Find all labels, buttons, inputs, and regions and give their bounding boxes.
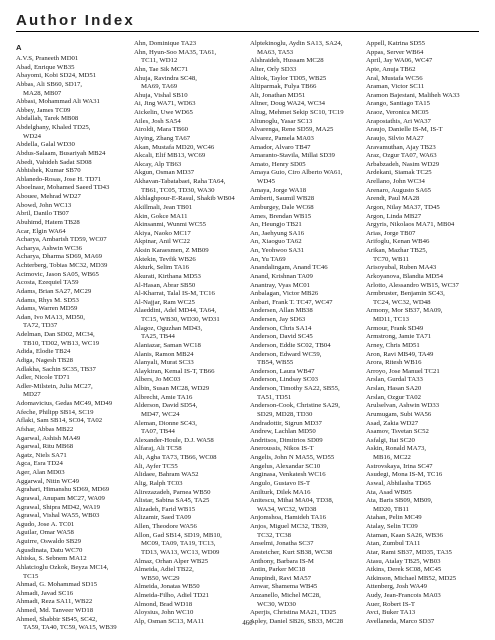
- index-entry: Argon, Nilay MA37, TD45: [366, 203, 440, 211]
- index-entry: Aravamuthan, Ajay TB23: [366, 143, 436, 151]
- index-entry-continuation: TB61, TC05, TD30, WA30: [141, 186, 215, 194]
- index-entry: Angelis, John N MA55, WD55: [250, 454, 335, 461]
- index-entry: Atahan, Pelin MC49: [366, 514, 422, 522]
- index-entry: Angelus, Alexandar SC10: [250, 462, 321, 470]
- index-entry: Aktekin, Tevfik WB26: [134, 255, 196, 263]
- index-entry: Araman, Victor SC11: [366, 83, 425, 91]
- index-entry: Aickelin, Uwe WD65: [134, 109, 193, 116]
- index-entry: Arslan, Ozgur TA02: [366, 393, 422, 401]
- index-entry: Anginasa, Venkatesh WC16: [250, 471, 326, 479]
- index-entry: Abril, Danilo TB07: [16, 210, 69, 218]
- index-entry: Auer, Robert IS-T: [366, 600, 416, 608]
- index-entry: Anzanello, Michel MC28,: [250, 592, 321, 599]
- index-entry: Akpinar, Anil WC22: [134, 238, 191, 246]
- index-entry: Arifoglu, Kenan WB46: [366, 238, 430, 246]
- index-entry: Abhishek, Kumar SB70: [16, 167, 81, 175]
- index-entry: Amaya, Jorge WA18: [250, 186, 307, 194]
- index-entry: Atar, Rami SB37, MD35, TA35: [366, 548, 452, 556]
- index-entry: Aperjis, Christina MA21, TD25: [250, 609, 337, 617]
- index-column-4: [366, 40, 482, 627]
- index-entry: Araujo, Silvio MA27: [366, 134, 424, 142]
- index-entry: Ames, Brendan WB15: [250, 212, 312, 220]
- index-entry: Attenberg, Josh WA49: [366, 583, 428, 591]
- index-entry: Avellaneda, Marco SD37: [366, 617, 435, 625]
- section-letter: A: [16, 43, 22, 52]
- index-entry: Airoldi, Mara TB60: [134, 126, 189, 134]
- index-entry: Al-Kharrat, Talal IS-M, TC16: [134, 290, 215, 298]
- index-entry: Ai, Jing WA71, WD63: [134, 100, 196, 108]
- index-entry: Agrahari, Himanshu SD69, MD69: [16, 486, 110, 494]
- index-entry: Adida, Elodie TB24: [16, 348, 71, 356]
- index-entry: Anjomshoa, Hamideh TA16: [250, 514, 327, 522]
- index-entry: Akcay, Alp TB63: [134, 160, 182, 168]
- index-entry: Ahmed, Shabbir SB45, SC42,: [16, 615, 98, 623]
- page-title: Author Index: [16, 12, 135, 29]
- index-entry-continuation: WB50, WC29: [141, 574, 180, 582]
- index-entry-continuation: MD27: [23, 391, 41, 399]
- index-entry: Araoz, Veronica MC05: [366, 109, 429, 116]
- index-entry: Andersen, Allan MB38: [250, 307, 313, 315]
- index-entry-continuation: SD29, MD28, TD30: [257, 410, 313, 418]
- index-entry-continuation: TC11, WD12: [141, 57, 178, 65]
- index-entry: Appas, Server WB64: [366, 48, 424, 56]
- index-entry: Alaykiran, Kemal IS-T, TB66: [134, 367, 215, 375]
- index-entry: Arora, Ritesh WB16: [366, 359, 422, 367]
- index-entry: Aboelnasr, Mohamed Saeed TD43: [16, 184, 110, 192]
- index-entry: Araujo, Danielle IS-M, IS-T: [366, 126, 443, 134]
- index-entry: Alirezazadeh, Parnea WB50: [134, 488, 211, 496]
- index-entry: Almeida, Adiel TB22,: [134, 566, 194, 574]
- index-column-1: [16, 40, 132, 633]
- index-entry: Alter, Orly SD33: [250, 65, 297, 73]
- index-entry: Anderson, Timothy SA22, SB55,: [250, 385, 340, 392]
- index-entry: Ansteicher, Kurt SB38, WC38: [250, 548, 333, 556]
- index-entry: Amaya Guio, Ciro Alberto WA61,: [250, 169, 343, 177]
- index-entry: Angulo, Gustavo IS-T: [250, 479, 311, 487]
- index-entry: Allen, Theodore WA56: [134, 523, 197, 530]
- index-entry: Ahmadi, Reza SA11, WB22: [16, 598, 93, 606]
- index-entry: Aneroussis, Nikos IS-T: [250, 445, 314, 453]
- index-entry: Akcali, Elif MB13, WC69: [134, 152, 206, 160]
- index-entry: Atan, Zumbul TA11: [366, 540, 421, 548]
- index-entry: Agrawal, Shipra MD42, WA19: [16, 503, 101, 511]
- index-entry: Armour, Frank SD49: [366, 324, 424, 332]
- index-entry: Arney, Chris MD51: [366, 341, 420, 349]
- index-entry: Anderson, Edward WC59,: [250, 350, 322, 358]
- index-entry: Appell, Katrina SD55: [366, 40, 426, 47]
- index-entry: Alt, Jonathan MD51: [250, 91, 306, 99]
- index-entry: Adelman, Dan SD02, MC34,: [16, 331, 95, 338]
- index-entry: Agatz, Niels SA71: [16, 451, 67, 459]
- index-entry: Al-Najjar, Ram WC25: [134, 298, 195, 306]
- index-entry: Ali, Agha TA73, TB66, WC08: [134, 454, 217, 461]
- index-entry: Abowd, John WC13: [16, 201, 72, 209]
- index-entry: Akhlaghpour-E-Rasul, Shakib WB04: [134, 195, 235, 203]
- index-entry-continuation: TA59, TA40, TC59, WA15, WB39: [23, 624, 117, 632]
- index-entry: Antin, Parker MC18: [250, 566, 306, 574]
- index-entry: Almond, Brad WD18: [134, 600, 193, 608]
- index-entry: Abbey, James TC09: [16, 106, 71, 114]
- index-entry: Alig, Ralph TC03: [134, 479, 183, 487]
- index-entry: Adan, Ivo MA13, MD50,: [16, 313, 85, 321]
- index-entry: An, Xiaoguo TA62: [250, 238, 302, 246]
- index-entry: Akiya, Naoko MC17: [134, 229, 191, 237]
- index-entry: Abbasi, Mohammad Ali WA31: [16, 98, 100, 106]
- index-entry: Asfalgi, Itai SC20: [366, 436, 415, 444]
- index-entry: Anjos, Miguel MC32, TB39,: [250, 523, 329, 530]
- index-entry-continuation: TB54, WB55: [257, 359, 294, 367]
- index-entry: Alptekinoglu, Aydin SA13, SA24,: [250, 40, 343, 47]
- index-entry: Abad, Enrique WB35: [16, 63, 75, 71]
- index-entry: Aguirre, Oswaldo SB29: [16, 538, 82, 545]
- index-entry: Avci, Buker TA13: [366, 609, 416, 617]
- index-entry: Arendt, Paul MA28: [366, 195, 420, 203]
- index-entry: Akturk, Selim TA16: [134, 264, 190, 272]
- index-entry: Acimovic, Jason SA05, WB65: [16, 270, 99, 278]
- index-entry: Andradottir, Sigrun MD37: [250, 419, 322, 427]
- index-entry: Adler-Milstein, Julia MC27,: [16, 382, 93, 390]
- index-entry: Alizamir, Saed TA09: [134, 514, 191, 522]
- index-entry-continuation: MA69, TA69: [141, 83, 178, 91]
- index-entry: Audy, Jean-Francois MA03: [366, 592, 441, 599]
- index-entry: Albin, Susan MC28, WD29: [134, 385, 210, 392]
- index-entry: Arslan, Hasan SA20: [366, 385, 422, 392]
- index-entry: Ali, Ayfer TC55: [134, 462, 178, 470]
- index-entry: Anand, Krishnan TA09: [250, 272, 313, 280]
- index-entry: Allon, Gad SB14, SD19, MB10,: [134, 531, 222, 539]
- index-entry: Arlotto, Alessandro WB15, WC37: [366, 281, 459, 289]
- index-entry: Akan, Mustafa MD20, WC46: [134, 143, 215, 151]
- index-entry: Agrawal, Vishal WA55, WB03: [16, 512, 100, 520]
- index-entry-continuation: MC09, TA09, TA19, TC13,: [141, 540, 216, 548]
- index-entry: Atasu, Atalay TB25, WB03: [366, 557, 441, 565]
- index-entry: Apte, Anuja TB62: [366, 65, 416, 73]
- index-entry: Alagoz, Oguzhan MD43,: [134, 324, 203, 332]
- index-entry: Anderson, Eddie SC02, TB04: [250, 341, 331, 349]
- index-entry: Ahuja, Vishal SB10: [134, 91, 188, 99]
- index-entry: An, Heungjo TB21: [250, 221, 302, 229]
- index-entry: Anthony, Barbara IS-M: [250, 557, 314, 565]
- index-entry: Andritsos, Dimitrios SD09: [250, 436, 323, 444]
- index-entry-continuation: WC30, WD30: [257, 600, 296, 608]
- index-entry: Amberti, Saumil WB28: [250, 195, 315, 203]
- index-entry: Arbabzadeh, Nasim WD29: [366, 160, 440, 168]
- index-entry: Anwar, Shamema WB45: [250, 583, 318, 591]
- index-entry: Aron, Ravi MB49, TA49: [366, 350, 434, 358]
- index-entry: Alanis, Ramon MB24: [134, 350, 194, 358]
- index-entry: Akin, Gokce MA11: [134, 212, 188, 220]
- index-entry: Arumugam, Subi WA56: [366, 410, 432, 418]
- index-entry: Alaniazar, Saman WC18: [134, 341, 201, 349]
- index-entry: Armstrong, Jamie TA71: [366, 333, 432, 341]
- index-entry: Almeida-Filho, Adiel TD21: [134, 592, 210, 599]
- index-entry: Anderson, David SC45: [250, 333, 313, 341]
- index-entry-continuation: TA51, TD51: [257, 393, 292, 401]
- index-entry: Ahmad, G. Mohammad SD15: [16, 581, 98, 589]
- index-entry: Adams, Warren MD59: [16, 305, 78, 313]
- index-entry: Anselmi, Jonatha SC37: [250, 540, 314, 548]
- index-entry: Arias, Jorge TB07: [366, 229, 416, 237]
- index-entry: Abdelghany, Khaled TD25,: [16, 124, 91, 131]
- index-entry: Abayomi, Kobi SD24, MD51: [16, 72, 97, 80]
- index-entry-continuation: WA34, WC32, WD38: [257, 505, 317, 513]
- index-entry: Ahn, Tae Sik MC71: [134, 65, 189, 73]
- index-entry: Altner, Doug WA24, WC34: [250, 100, 326, 108]
- index-entry-continuation: MD11, TC13: [373, 316, 410, 323]
- index-entry: Aloysius, John WC10: [134, 609, 194, 617]
- index-entry: Almeida, Jonatas WB50: [134, 583, 200, 591]
- index-entry: Anderson, Lindsay SC03: [250, 376, 319, 384]
- index-entry: Aramon Bajestani, Maliheh WA33: [366, 91, 460, 99]
- index-entry: Adlakha, Sachin SC35, TB37: [16, 365, 96, 373]
- index-entry: Abdallah, Tarek MB08: [16, 115, 79, 123]
- index-entry: Albrecht, Amie TA16: [134, 393, 193, 401]
- index-entry: Alp, Osman SC13, MA11: [134, 617, 205, 625]
- index-entry: Arenaro, Augusto SA65: [366, 186, 432, 194]
- index-entry: Achterberg, Tobias MC32, MD39: [16, 262, 108, 269]
- index-entry: Aggarwal, Nitin WC49: [16, 477, 80, 485]
- index-entry: Abdella, Galal WD30: [16, 141, 75, 149]
- index-entry: Atkins, Derek SC08, MC45: [366, 566, 442, 574]
- index-entry: Aksin Karaesmen, Z MB09: [134, 247, 209, 254]
- index-entry: Anupindi, Ravi MA57: [250, 574, 311, 582]
- index-entry: Atkinson, Michael MB52, MD25: [366, 574, 457, 582]
- index-entry: Aiying, Zhang TA67: [134, 134, 191, 142]
- index-entry: Altiok, Taylor TD05, WB25: [250, 74, 327, 82]
- index-entry: Al-Hasan, Abrar SB50: [134, 281, 196, 289]
- index-entry-continuation: MD20, TB11: [373, 505, 410, 513]
- index-entry: Abedi, Vahideh Sadat SD08: [16, 158, 92, 166]
- index-entry: Altunoglu, Yasar SC13: [250, 117, 313, 125]
- index-entry: Anantray, Vyas MC01: [250, 281, 310, 289]
- index-entry: Ahiska, S. Sebnem MA12: [16, 555, 87, 563]
- index-entry: Acosta, Ezequiel TA59: [16, 279, 79, 287]
- index-entry: Andersen, Jay SD63: [250, 316, 306, 323]
- index-entry: Askin, Ronald MA73,: [366, 445, 427, 453]
- index-entry: Amador, Alvaro TB47: [250, 143, 311, 151]
- index-entry: Araz, Ozgur TA07, WA63: [366, 152, 437, 160]
- index-column-3: [250, 40, 366, 627]
- index-entry: An, Jaehyung SA16: [250, 229, 305, 237]
- index-entry-continuation: MB16, MC22: [373, 454, 411, 461]
- index-entry: Agrawal, Anupam MC27, WA09: [16, 494, 105, 502]
- index-entry: Alidaee, Bahram WA52: [134, 471, 199, 479]
- index-entry: Ager, Alan MD03: [16, 469, 65, 476]
- index-entry-continuation: WD45: [257, 178, 275, 185]
- index-entry: Alvarenga, Rene SD59, MA25: [250, 126, 334, 134]
- index-entry: Arkoyanova, Blandia MD54: [366, 272, 444, 280]
- index-entry: Altug, Mehmet Sekip SC10, TC19: [250, 109, 344, 116]
- title-rule: [16, 31, 479, 32]
- index-entry: Amburgey, Dale WC68: [250, 203, 314, 211]
- index-entry-continuation: MD47, WC24: [141, 410, 180, 418]
- index-entry: Arroyo, Jose Manuel TC21: [366, 367, 440, 375]
- index-entry: Akinsanmi, Wunmi WC55: [134, 221, 207, 229]
- index-entry: Alvarez, Pamela MA03: [250, 134, 314, 142]
- index-entry: Agusdinata, Datu WC70: [16, 546, 83, 554]
- index-entry: Ailes, Josh SA54: [134, 117, 181, 125]
- index-entry: Arikan, Mazhar TB25,: [366, 247, 428, 254]
- index-entry-continuation: TC15, WB30, WD30, WD31: [141, 316, 220, 323]
- index-entry: Arango, Santiago TA15: [366, 100, 431, 108]
- index-entry: Alistar, Sabina SA45, TA25: [134, 497, 210, 505]
- index-entry: Ata, Asad WB05: [366, 488, 412, 496]
- index-entry: Argon, Linda MB27: [366, 212, 422, 220]
- index-entry: Arellano, John WC34: [366, 178, 425, 185]
- index-column-2: [134, 40, 250, 627]
- index-entry: Asad, Zakia WD27: [366, 419, 419, 427]
- index-entry: Atalay, Selin TC09: [366, 523, 418, 530]
- index-entry-continuation: TA72, TD37: [23, 322, 58, 330]
- index-entry: Anitescu, Mihai MA04, TD38,: [250, 497, 334, 505]
- index-entry: Armbruster, Benjamin SC43,: [366, 290, 445, 298]
- index-entry-continuation: WD24: [23, 132, 41, 140]
- page-number: 460: [242, 620, 253, 627]
- index-entry: Alshraideh, Hussam MC28: [250, 57, 324, 65]
- index-entry: Aswal, Abhilasha TD65: [366, 479, 431, 487]
- index-entry: Ahlatcioglu Ozkok, Beyza MC14,: [16, 563, 109, 571]
- index-entry: Adomavicius, Gedas MC49, MD49: [16, 400, 113, 407]
- index-entry: Alizadeh, Farid WB15: [134, 505, 196, 513]
- index-entry: Aguilar, Omar WA58: [16, 529, 74, 537]
- index-entry: Asamov, Tsvetan SC52: [366, 428, 429, 436]
- index-entry: Afshar, Abbas MB22: [16, 425, 74, 433]
- index-entry-continuation: TC15: [23, 572, 39, 580]
- index-entry: Abdus-Salaam, Busariyah MB24: [16, 149, 106, 157]
- index-entry: Armony, Mor SB37, MA09,: [366, 307, 443, 315]
- index-entry: Ahn, Hyun-Soo MA35, TA61,: [134, 48, 217, 56]
- index-entry: Akhavan-Tabatabaei, Raha TA64,: [134, 178, 226, 185]
- index-entry: Akgun, Osman MD37: [134, 169, 195, 177]
- index-entry: Adiga, Nagesh TB28: [16, 356, 74, 364]
- index-entry: Anbalagan, Victor MB26: [250, 290, 319, 298]
- index-entry: Aleman, Dionne SC43,: [134, 419, 197, 427]
- index-entry: An, Yu TA69: [250, 255, 286, 263]
- index-entry-continuation: MA63, TA53: [257, 48, 294, 56]
- index-entry: Acharya, Ambarish TD59, WC07: [16, 236, 107, 244]
- index-entry: A.V.S, Praneeth MD01: [16, 55, 79, 62]
- index-entry: Abouee, Mehrad WD27: [16, 193, 81, 200]
- index-entry: Anbari, Frank T. TC47, WC47: [250, 298, 333, 306]
- index-entry: Alexander-Houle, D.J. WA58: [134, 436, 214, 444]
- index-entry: Apley, Daniel SB26, SB33, MC28: [250, 617, 344, 625]
- index-entry: Aral, Mustafa WC56: [366, 74, 423, 82]
- index-entry: Anandalingam, Anand TC46: [250, 264, 328, 272]
- index-entry: An, Yeohwoo SA31: [250, 247, 305, 254]
- index-entry: Alfaraj, Ali TC58: [134, 445, 182, 453]
- index-entry: Acharya, Ashwin WC36: [16, 244, 83, 252]
- index-entry: Ahuja, Ravindra SC48,: [134, 74, 197, 82]
- index-entry: Anderson-Cook, Christine SA29,: [250, 402, 340, 410]
- index-entry-continuation: TC32, TC38: [257, 531, 292, 539]
- index-entry: Anilturk, Dilek MA16: [250, 488, 311, 496]
- index-entry: Almaz, Orhan Alper WB25: [134, 557, 209, 565]
- index-entry: Ablanedo-Rosas, Jose H. TD71: [16, 175, 102, 183]
- index-entry: Agca, Esra TD24: [16, 460, 63, 468]
- index-entry: Albers, Jo MC03: [134, 376, 181, 384]
- index-entry: Argyris, Nikolaos MA71, MB04: [366, 221, 455, 229]
- index-entry-continuation: TA25, TB44: [141, 333, 175, 341]
- index-entry-continuation: TC24, WC32, WD48: [373, 298, 431, 306]
- index-entry: Andrew, Lachlan MD50: [250, 428, 316, 436]
- index-entry: Arisoyubal, Ruben MA43: [366, 264, 437, 272]
- index-entry: April, Jay WA06, WC47: [366, 57, 433, 65]
- index-entry: Adams, Brian SA27, MC29: [16, 287, 92, 295]
- index-entry: Acar, Elgin WA64: [16, 227, 66, 235]
- index-entry: Aflaki, Sam SB14, SC04, TA02: [16, 417, 103, 425]
- index-entry: Abbas, Ali SB60, SD17,: [16, 80, 83, 88]
- index-entry: Afeche, Philipp SB14, SC19: [16, 408, 94, 416]
- index-entry: Anderson, Chris SA14: [250, 324, 312, 332]
- index-entry: Alderson, David SD54,: [134, 402, 198, 410]
- index-entry: Anderson, Laura WB47: [250, 367, 315, 375]
- index-entry: Ahmadi, Javad SC16: [16, 589, 74, 597]
- index-entry-continuation: TA07, TB44: [141, 428, 175, 436]
- index-entry-continuation: TD13, WA13, WC13, WD09: [141, 548, 220, 556]
- index-entry: Alanyali, Murat SC33: [134, 359, 194, 367]
- index-entry: Ata, Baris SB09, MB09,: [366, 497, 433, 505]
- index-entry: Arapostathis, Ari WA37: [366, 117, 431, 125]
- index-entry: Akillmali, Jean TB01: [134, 203, 193, 211]
- index-entry: Adams, Rhys M. SD53: [16, 296, 79, 304]
- index-entry: Ahmed, Md. Tanveer WD18: [16, 607, 94, 614]
- index-entry: Amaranto-Stavila, Millai SD39: [250, 152, 335, 160]
- index-entry: Agarwal, Ashish MA49: [16, 434, 81, 442]
- index-entry: Agarwal, Ritu MB68: [16, 443, 74, 451]
- index-entry: Adler, Nicole TD71: [16, 374, 70, 382]
- index-entry: Alaeddini, Adel MD44, TA64,: [134, 307, 217, 315]
- index-entry-continuation: MA28, MB07: [23, 89, 62, 97]
- index-entry: Amato, Henry SD05: [250, 160, 306, 168]
- index-entry: Altiparmak, Fulya TB66: [250, 83, 317, 91]
- index-entry: Ahn, Dominique TA23: [134, 40, 197, 47]
- index-entry: Arulselvan, Ashwin WD33: [366, 402, 440, 410]
- index-entry-continuation: TB10, TD02, WB13, WC19: [23, 339, 100, 347]
- index-entry: Acharya, Dharma SD69, MA69: [16, 253, 103, 261]
- index-entry: Asudegi, Mona IS-M, TC16: [366, 471, 443, 479]
- index-entry: Abuhimd, Hatem TB28: [16, 218, 80, 226]
- index-entry: Ataman, Kaan SA26, WB36: [366, 531, 443, 539]
- index-entry-continuation: TC70, WB11: [373, 255, 410, 263]
- index-entry: Akurati, Kirthana MD53: [134, 272, 201, 280]
- index-entry: Ardekani, Siamak TC25: [366, 169, 432, 177]
- index-entry: Arslan, Gurdal TA33: [366, 376, 423, 384]
- index-entry: Agudo, Jose A. TC01: [16, 520, 75, 528]
- index-entry: Astrovskaya, Irina SC47: [366, 462, 433, 470]
